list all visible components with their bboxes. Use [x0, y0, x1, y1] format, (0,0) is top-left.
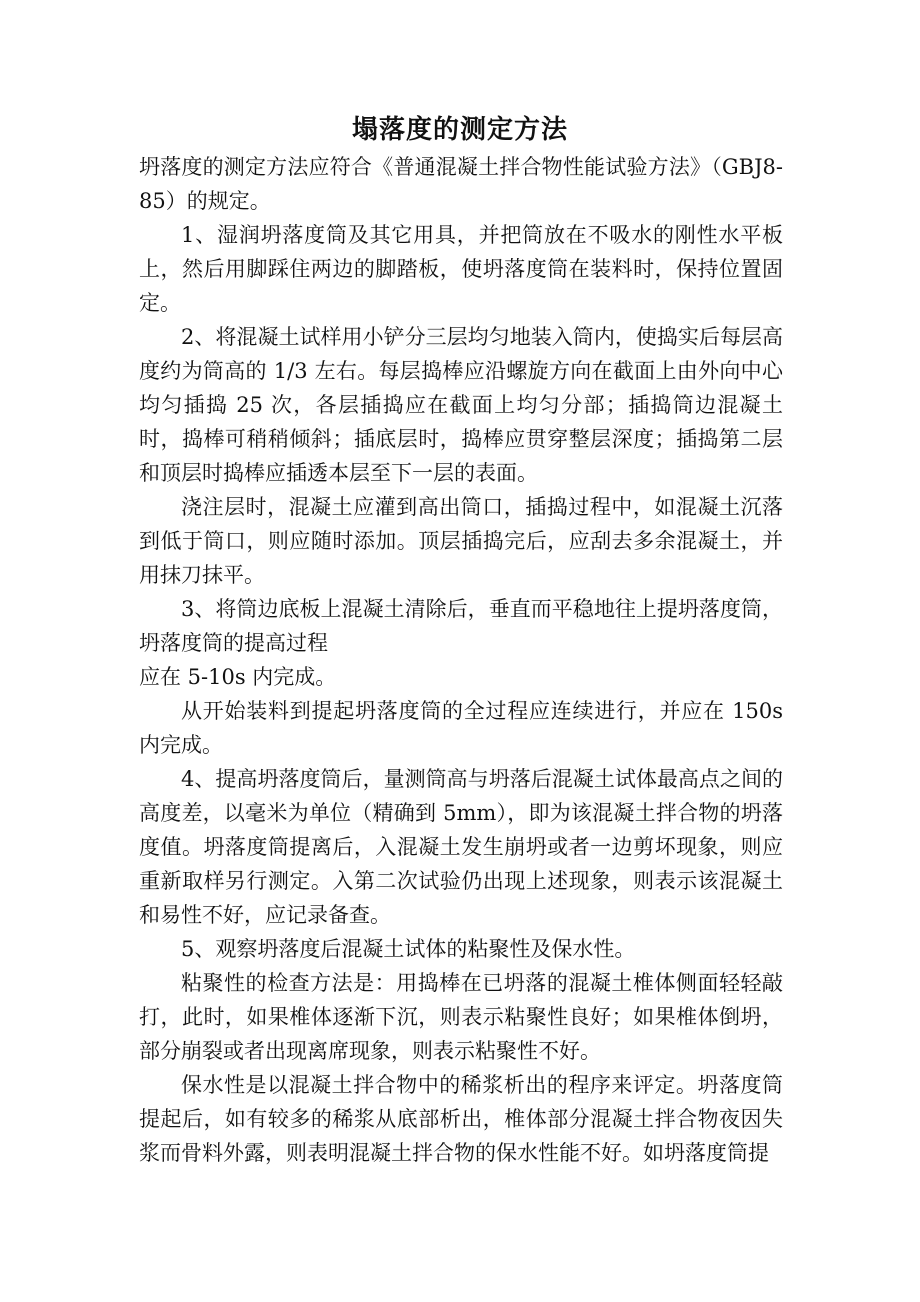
paragraph: 粘聚性的检查方法是：用捣棒在已坍落的混凝土椎体侧面轻轻敲打，此时，如果椎体逐渐下沉，则表示粘聚性良好；如果椎体倒坍，部分崩裂或者出现离席现象，则表示粘聚性不好。	[139, 971, 783, 1063]
paragraph: 坍落度的测定方法应符合《普通混凝土拌合物性能试验方法》（GBJ8-85）的规定。	[139, 155, 783, 213]
document-title: 塌落度的测定方法	[351, 115, 568, 145]
paragraph: 从开始装料到提起坍落度筒的全过程应连续进行，并应在 150s 内完成。	[139, 699, 783, 757]
paragraph: 浇注层时，混凝土应灌到高出筒口，插捣过程中，如混凝土沉落到低于筒口，则应随时添加。顶层插捣完后，应刮去多余混凝土，并用抹刀抹平。	[139, 495, 783, 587]
paragraph: 2、将混凝土试样用小铲分三层均匀地装入筒内，使捣实后每层高度约为筒高的 1/3 左右。每层捣棒应沿螺旋方向在截面上由外向中心均匀插捣 25 次，各层插捣应在截面上均匀分部；插捣筒边混凝土时，捣棒可稍稍倾斜；插底层时，捣棒应贯穿整层深度；插捣第二层和顶层时捣棒应插透本层至下一层的表面。	[139, 325, 783, 485]
paragraph: 3、将筒边底板上混凝土清除后，垂直而平稳地往上提坍落度筒，坍落度筒的提高过程	[139, 597, 783, 655]
paragraph: 保水性是以混凝土拌合物中的稀浆析出的程序来评定。坍落度筒提起后，如有较多的稀浆从底部析出，椎体部分混凝土拌合物夜因失浆而骨料外露，则表明混凝土拌合物的保水性能不好。如坍落度筒提	[139, 1073, 783, 1165]
paragraph: 4、提高坍落度筒后，量测筒高与坍落后混凝土试体最高点之间的高度差，以毫米为单位（精确到 5mm），即为该混凝土拌合物的坍落度值。坍落度筒提离后，入混凝土发生崩坍或者一边剪坏现象，则应重新取样另行测定。入第二次试验仍出现上述现象，则表示该混凝土和易性不好，应记录备查。	[139, 767, 783, 927]
paragraph: 应在 5-10s 内完成。	[139, 665, 337, 689]
document-body	[139, 150, 783, 1170]
paragraph: 5、观察坍落度后混凝土试体的粘聚性及保水性。	[181, 937, 636, 961]
paragraph: 1、湿润坍落度筒及其它用具，并把筒放在不吸水的刚性水平板上，然后用脚踩住两边的脚踏板，使坍落度筒在装料时，保持位置固定。	[139, 223, 783, 315]
